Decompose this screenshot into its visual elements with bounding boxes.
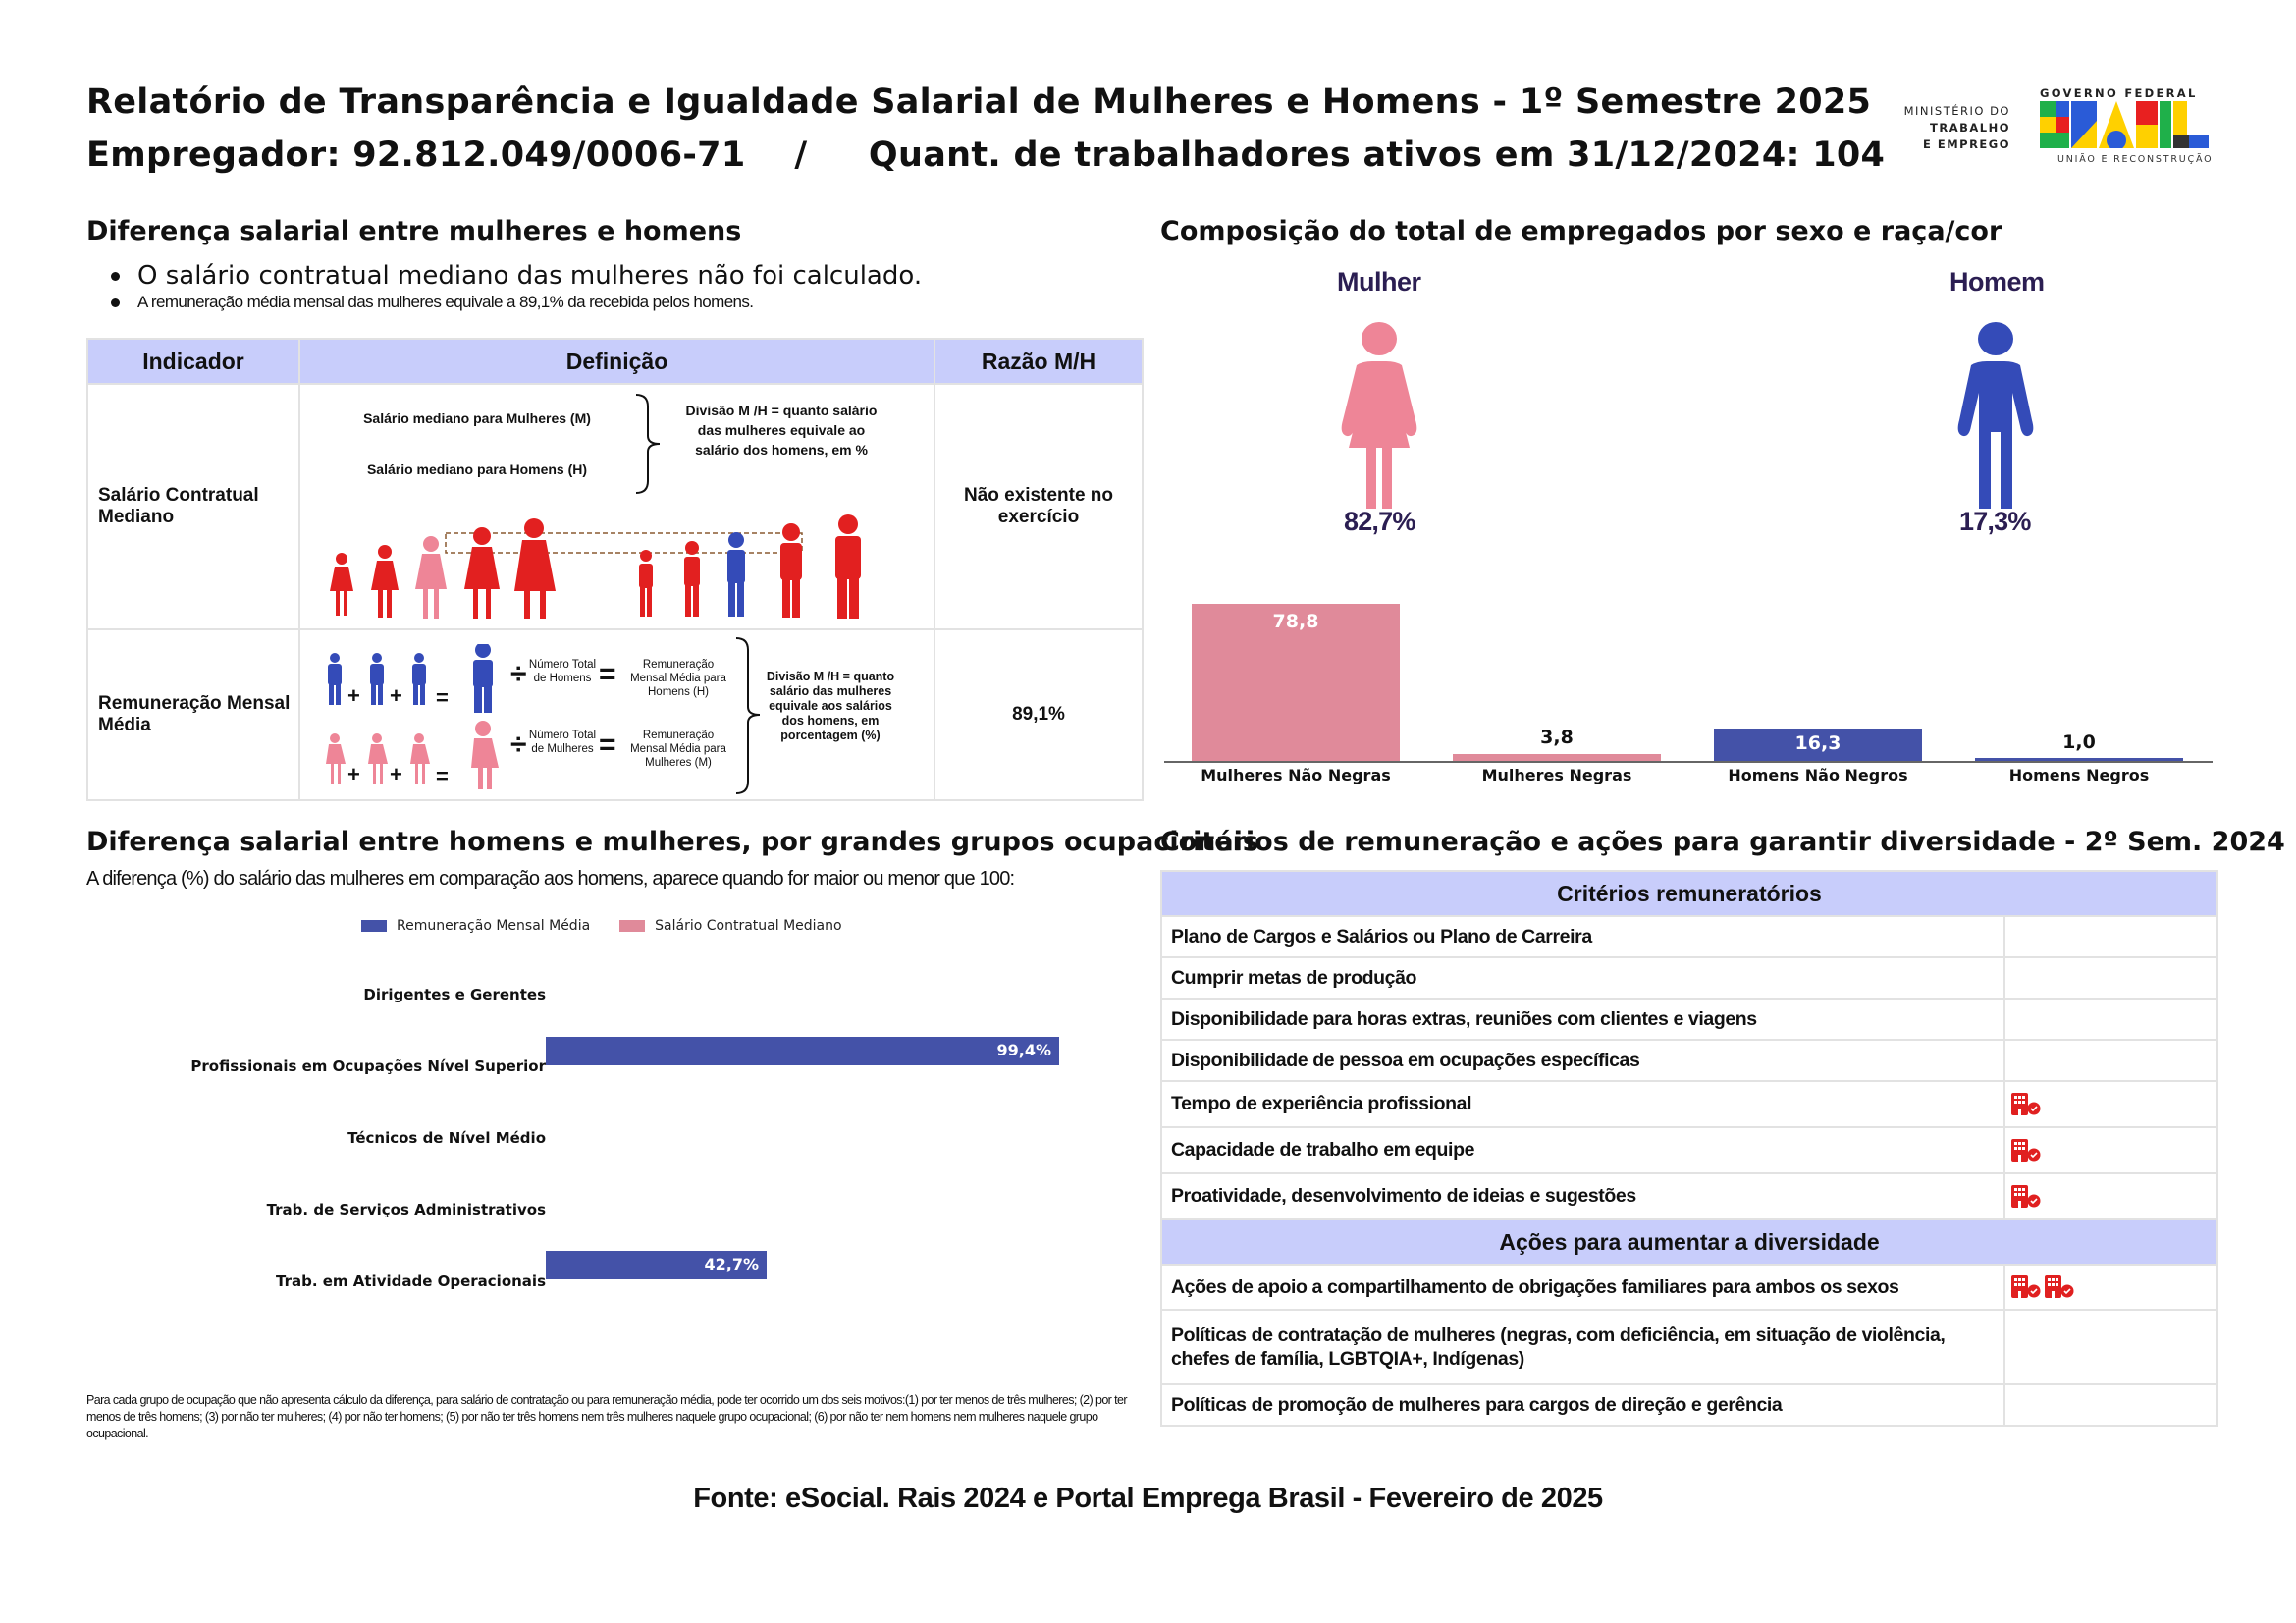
svg-text:+: +: [390, 683, 402, 708]
employer-line: Empregador: 92.812.049/0006-71 / Quant. de trabalhadores ativos em 31/12/2024: 104: [86, 135, 1886, 175]
svg-text:+: +: [390, 762, 402, 786]
chart-legend: [361, 918, 842, 934]
criteria-mark-cell: [2004, 1265, 2217, 1310]
bar-operacionais-remuneracao: 42,7%: [546, 1251, 767, 1279]
woman-icon: [1325, 322, 1433, 509]
criteria-mark-cell: [2004, 1173, 2217, 1219]
source-footer: Fonte: eSocial. Rais 2024 e Portal Emprega Brasil - Fevereiro de 2025: [693, 1483, 1603, 1514]
x-tick-label: Homens Não Negros: [1728, 766, 1908, 784]
col-definicao: Definição: [299, 339, 934, 384]
table-row: Disponibilidade para horas extras, reuniões com clientes e viagens: [1161, 999, 2217, 1040]
criteria-mark-cell: [2004, 999, 2217, 1040]
criteria-mark-cell: [2004, 1127, 2217, 1173]
summary-bullets: [108, 259, 922, 312]
women-percentage: 82,7%: [1344, 507, 1415, 536]
brace-icon: [734, 636, 764, 795]
divide-symbol: ÷: [510, 729, 527, 761]
footnote: Para cada grupo de ocupação que não apresenta cálculo da diferença, para salário de contratação ou para remuneração média, pode ter ocorrido um dos seis motivos:(1) por ter menos de três mulheres; (2) por ter menos de três homens; (3) por não ter mulheres; (4) por não ter homens; (5) por não ter três homens nem três mulheres naquele grupo ocupacional; (6) por não ter nem homens nem mulheres naquele grupo ocupacional.: [86, 1393, 1127, 1440]
criteria-title: Critérios de remuneração e ações para garantir diversidade - 2º Sem. 2024: [1160, 827, 2285, 857]
bar-mulheres-nao-negras: 78,8: [1192, 604, 1400, 761]
legend-label: Salário Contratual Mediano: [655, 918, 842, 934]
bar-value: 3,8: [1540, 727, 1574, 748]
table-row: Proatividade, desenvolvimento de ideias e sugestões: [1161, 1173, 2217, 1219]
men-label: Homem: [1949, 267, 2045, 297]
men-percentage: 17,3%: [1959, 507, 2031, 536]
building-check-icon: [2045, 1274, 2074, 1300]
legend-swatch-remuneracao: [361, 920, 387, 932]
legend-label: Remuneração Mensal Média: [397, 918, 591, 934]
average-figures-illustration: [320, 644, 507, 791]
table-row: Políticas de promoção de mulheres para cargos de direção e gerência: [1161, 1384, 2217, 1426]
indicator-median: Salário Contratual Mediano: [87, 384, 299, 629]
def-women-median: Salário mediano para Mulheres (M): [363, 410, 591, 426]
occupational-subtitle: A diferença (%) do salário das mulheres em comparação aos homens, aparece quando for maior ou menor que 100:: [86, 868, 1015, 890]
x-tick-label: Homens Negros: [2008, 766, 2150, 784]
man-icon: [1942, 322, 2050, 509]
svg-text:=: =: [436, 764, 449, 788]
def-division-median: Divisão M /H = quanto salário das mulheres equivale ao salário dos homens, em %: [685, 403, 878, 458]
table-row: Ações de apoio a compartilhamento de obrigações familiares para ambos os sexos: [1161, 1265, 2217, 1310]
building-check-icon: [2011, 1184, 2041, 1210]
y-tick-label: Profissionais em Ocupações Nível Superior: [190, 1057, 546, 1075]
svg-text:+: +: [347, 762, 360, 786]
table-row: Plano de Cargos e Salários ou Plano de Carreira: [1161, 916, 2217, 957]
svg-text:+: +: [347, 683, 360, 708]
indicator-average: Remuneração Mensal Média: [87, 629, 299, 800]
median-figures-illustration: [320, 513, 909, 621]
criteria-mark-cell: [2004, 957, 2217, 999]
salary-diff-title: Diferença salarial entre mulheres e homens: [86, 216, 742, 246]
criteria-mark-cell: [2004, 1384, 2217, 1426]
legend-swatch-salario: [619, 920, 645, 932]
col-indicador: Indicador: [87, 339, 299, 384]
y-tick-label: Trab. de Serviços Administrativos: [266, 1201, 546, 1218]
women-label: Mulher: [1337, 267, 1421, 297]
bullet-median: O salário contratual mediano das mulheres não foi calculado.: [108, 259, 922, 293]
bar-profissionais-remuneracao: 99,4%: [546, 1037, 1059, 1065]
occupational-bar-chart: [79, 972, 1060, 1306]
building-check-icon: [2011, 1274, 2041, 1300]
x-axis: [1164, 761, 2213, 763]
avg-men: Remuneração Mensal Média para Homens (H): [630, 659, 726, 698]
criteria-table: [1160, 870, 2218, 1427]
divide-symbol: ÷: [510, 658, 527, 690]
definition-median: [299, 384, 934, 629]
ministry-name: MINISTÉRIO DO TRABALHO E EMPREGO: [1903, 104, 2010, 151]
equals-symbol: =: [599, 729, 616, 761]
building-check-icon: [2011, 1138, 2041, 1163]
svg-text:=: =: [436, 685, 449, 710]
table-row: Políticas de contratação de mulheres (negras, com deficiência, em situação de violência, chefes de família, LGBTQIA+, Indígenas): [1161, 1310, 2217, 1384]
table-row: Cumprir metas de produção: [1161, 957, 2217, 999]
gov-label: GOVERNO FEDERAL: [2040, 86, 2198, 100]
def-division-average: Divisão M /H = quanto salário das mulheres equivale aos salários dos homens, em porcentagem (%): [766, 670, 895, 742]
criteria-mark-cell: [2004, 1081, 2217, 1127]
indicator-table: [86, 338, 1144, 801]
col-razao: Razão M/H: [934, 339, 1143, 384]
x-tick-label: Mulheres Negras: [1481, 766, 1632, 784]
table-row: [87, 384, 1143, 629]
table-header-row: [87, 339, 1143, 384]
criteria-mark-cell: [2004, 1040, 2217, 1081]
equals-symbol: =: [599, 658, 616, 690]
bullet-average: A remuneração média mensal das mulheres equivale a 89,1% da recebida pelos homens.: [108, 293, 922, 312]
table-row: Disponibilidade de pessoa em ocupações específicas: [1161, 1040, 2217, 1081]
definition-average: [299, 629, 934, 800]
bar-homens-nao-negros: 16,3: [1714, 729, 1922, 761]
avg-women: Remuneração Mensal Média para Mulheres (M): [630, 730, 726, 769]
report-title: Relatório de Transparência e Igualdade Salarial de Mulheres e Homens - 1º Semestre 2025: [86, 82, 1872, 122]
bar-mulheres-negras: [1453, 754, 1661, 761]
government-logo: [1885, 83, 2218, 172]
occupational-title: Diferença salarial entre homens e mulheres, por grandes grupos ocupacionais: [86, 827, 1258, 857]
section-acoes: Ações para aumentar a diversidade: [1161, 1219, 2217, 1265]
bar-value: 1,0: [2062, 731, 2096, 753]
table-row: Tempo de experiência profissional: [1161, 1081, 2217, 1127]
criteria-mark-cell: [2004, 916, 2217, 957]
x-tick-label: Mulheres Não Negras: [1201, 766, 1391, 784]
composition-title: Composição do total de empregados por sexo e raça/cor: [1160, 216, 2002, 246]
table-row: [87, 629, 1143, 800]
ratio-median: Não existente no exercício: [934, 384, 1143, 629]
def-men-median: Salário mediano para Homens (H): [366, 461, 588, 477]
y-tick-label: Técnicos de Nível Médio: [347, 1129, 546, 1147]
y-tick-label: Dirigentes e Gerentes: [363, 986, 546, 1003]
criteria-mark-cell: [2004, 1310, 2217, 1384]
building-check-icon: [2011, 1092, 2041, 1117]
brace-icon: [634, 393, 664, 495]
num-total-women: Número Total de Mulheres: [528, 730, 597, 755]
num-total-men: Número Total de Homens: [528, 659, 597, 684]
section-criterios: Critérios remuneratórios: [1161, 871, 2217, 916]
brasil-logo-icon: [2040, 101, 2209, 148]
race-sex-bar-chart: [1164, 589, 2213, 795]
tagline: UNIÃO E RECONSTRUÇÃO: [2057, 154, 2214, 165]
ratio-average: 89,1%: [934, 629, 1143, 800]
y-tick-label: Trab. em Atividade Operacionais: [275, 1272, 546, 1290]
table-row: Capacidade de trabalho em equipe: [1161, 1127, 2217, 1173]
